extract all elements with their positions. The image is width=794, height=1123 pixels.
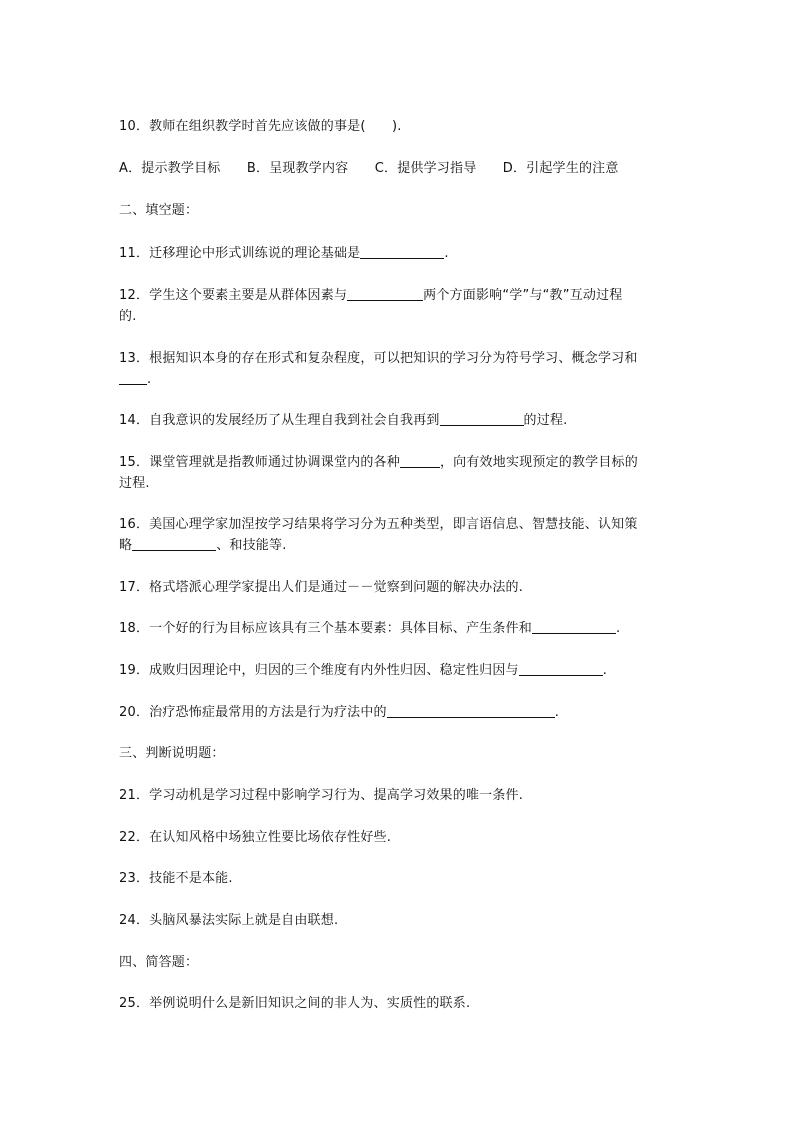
question-14-text: 14．自我意识的发展经历了从生理自我到社会自我再到 bbox=[119, 413, 440, 428]
answer-blank[interactable] bbox=[132, 536, 216, 551]
answer-blank[interactable] bbox=[532, 619, 616, 634]
section-3-heading: 三、判断说明题： bbox=[119, 746, 225, 761]
question-13: 13．根据知识本身的存在形式和复杂程度，可以把知识的学习分为符号学习、概念学习和 bbox=[119, 351, 638, 366]
question-15-text-cont: ，向有效地实现预定的教学目标的 bbox=[439, 455, 638, 470]
question-10-options bbox=[119, 156, 679, 181]
question-15-text: 15．课堂管理就是指教师通过协调课堂内的各种 bbox=[119, 455, 400, 470]
question-17: 17．格式塔派心理学家提出人们是通过－－觉察到问题的解决办法的. bbox=[119, 580, 524, 595]
answer-blank[interactable] bbox=[387, 703, 555, 718]
question-10 bbox=[119, 114, 679, 139]
option-d: D．引起学生的注意 bbox=[502, 161, 619, 176]
question-12-text-cont: 两个方面影响“学”与“教”互动过程 bbox=[423, 288, 623, 303]
answer-blank[interactable] bbox=[519, 661, 603, 676]
question-10-text: 10．教师在组织教学时首先应该做的事是( ). bbox=[119, 119, 402, 134]
question-18-end: . bbox=[615, 621, 621, 636]
answer-blank[interactable] bbox=[400, 453, 440, 468]
question-20 bbox=[119, 700, 679, 725]
question-20-end: . bbox=[554, 705, 560, 720]
answer-blank[interactable] bbox=[119, 370, 147, 385]
question-23: 23．技能不是本能. bbox=[119, 871, 233, 886]
question-22: 22．在认知风格中场独立性要比场依存性好些. bbox=[119, 830, 392, 845]
section-2-heading: 二、填空题： bbox=[119, 203, 199, 218]
question-19-text: 19．成败归因理论中，归因的三个维度有内外性归因、稳定性归因与 bbox=[119, 663, 519, 678]
question-16-line-2 bbox=[119, 533, 679, 558]
question-18-text: 18．一个好的行为目标应该具有三个基本要素：具体目标、产生条件和 bbox=[119, 621, 532, 636]
question-16-end: 、和技能等. bbox=[216, 538, 287, 553]
question-11-text: 11．迁移理论中形式训练说的理论基础是 bbox=[119, 246, 361, 261]
question-14-end: 的过程. bbox=[523, 413, 568, 428]
answer-blank[interactable] bbox=[347, 286, 423, 301]
question-15-line-2: 过程. bbox=[119, 476, 150, 491]
question-11 bbox=[119, 241, 679, 266]
question-18 bbox=[119, 616, 679, 641]
option-b: B．呈现教学内容 bbox=[246, 161, 349, 176]
answer-blank[interactable] bbox=[360, 244, 444, 259]
question-24: 24．头脑风暴法实际上就是自由联想. bbox=[119, 913, 339, 928]
question-25: 25．举例说明什么是新旧知识之间的非人为、实质性的联系. bbox=[119, 996, 471, 1011]
option-c: C．提供学习指导 bbox=[374, 161, 477, 176]
question-13-line-2 bbox=[119, 367, 679, 392]
question-16: 16．美国心理学家加涅按学习结果将学习分为五种类型，即言语信息、智慧技能、认知策 bbox=[119, 517, 638, 532]
question-20-text: 20．治疗恐怖症最常用的方法是行为疗法中的 bbox=[119, 705, 387, 720]
option-a: A．提示教学目标 bbox=[119, 161, 221, 176]
question-13-end: . bbox=[147, 372, 152, 387]
question-11-end: . bbox=[444, 246, 449, 261]
answer-blank[interactable] bbox=[440, 411, 524, 426]
question-21: 21．学习动机是学习过程中影响学习行为、提高学习效果的唯一条件. bbox=[119, 788, 524, 803]
question-16-text-start: 略 bbox=[119, 538, 133, 553]
question-19-end: . bbox=[602, 663, 608, 678]
section-4-heading: 四、简答题： bbox=[119, 955, 199, 970]
question-12-text: 12．学生这个要素主要是从群体因素与 bbox=[119, 288, 348, 303]
question-14 bbox=[119, 408, 679, 433]
question-12-line-2: 的. bbox=[119, 309, 137, 324]
question-19 bbox=[119, 658, 679, 683]
